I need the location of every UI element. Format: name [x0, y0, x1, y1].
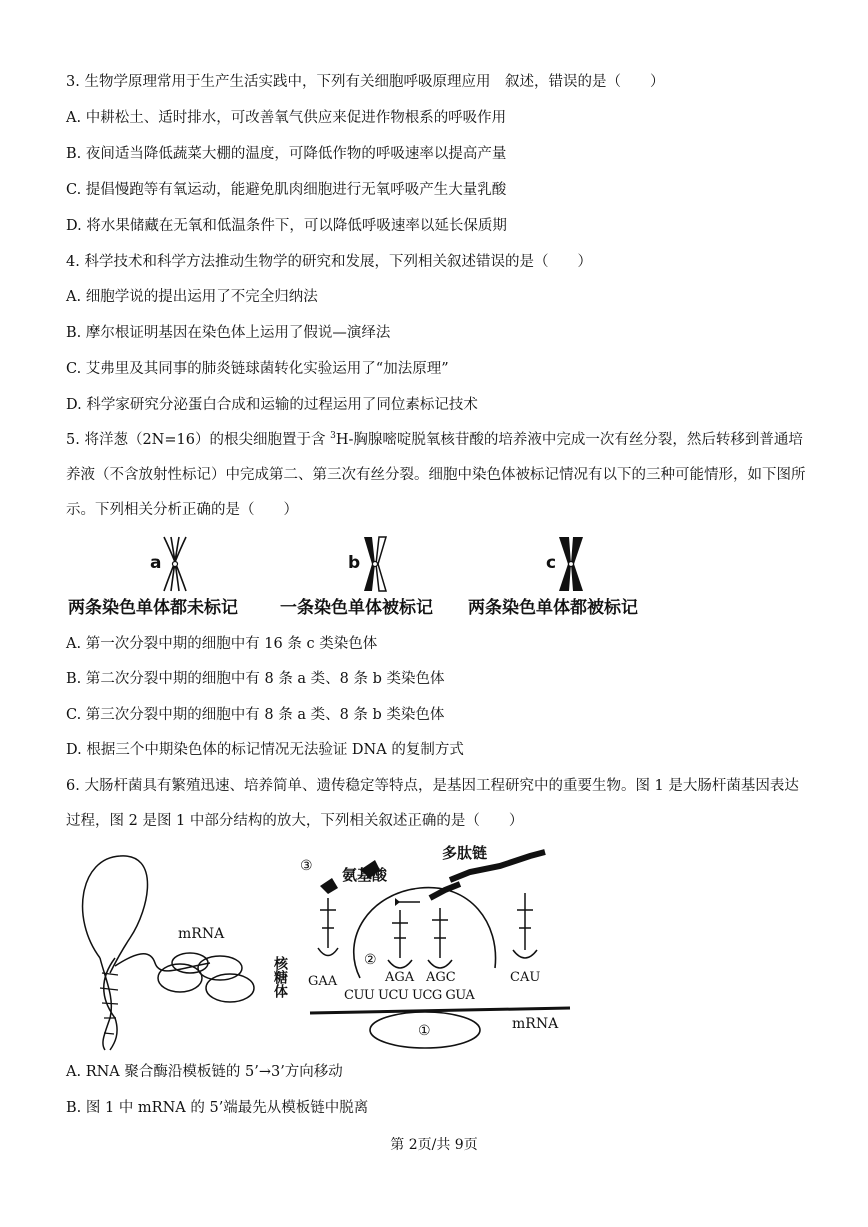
q5-stem: 5. 将洋葱（2N=16）的根尖细胞置于含 $^3$H-胸腺嘧啶脱氧核苷酸的培养液中完成一次有丝分裂，然后转移到普通培养液（不含放射性标记）中完成第二、第三次有丝分裂。细胞中染色体被标记情况有以下的三种可能情形，如下图所示。下列相关分析正确的是（ ） [66, 431, 806, 518]
figure2-mark-2: ② [364, 952, 377, 968]
figure2-anticodon-3: AGC [426, 970, 456, 985]
chromosome-label-b: b [348, 553, 361, 573]
figure2-mrna-label: mRNA [512, 1016, 559, 1032]
figure2-amino-acid-label: 氨基酸 [342, 866, 388, 884]
figure2-mrna-sequence: CUU UCU UCG GUA [344, 988, 475, 1003]
q5-option-b: B. 第二次分裂中期的细胞中有 8 条 a 类、8 条 b 类染色体 [66, 671, 445, 687]
q3-option-c: C. 提倡慢跑等有氧运动，能避免肌肉细胞进行无氧呼吸产生大量乳酸 [66, 182, 507, 198]
figure2-mark-3: ③ [300, 858, 313, 874]
q3-option-a: A. 中耕松土、适时排水，可改善氧气供应来促进作物根系的呼吸作用 [66, 110, 507, 126]
q3-option-d: D. 将水果储藏在无氧和低温条件下，可以降低呼吸速率以延长保质期 [66, 218, 507, 234]
q4-option-a: A. 细胞学说的提出运用了不完全归纳法 [66, 289, 318, 305]
q5-option-d: D. 根据三个中期染色体的标记情况无法验证 DNA 的复制方式 [66, 742, 464, 758]
figure1-transcription-translation [60, 838, 290, 1053]
figure2-mark-1: ① [418, 1023, 431, 1039]
q3-stem: 3. 生物学原理常用于生产生活实践中，下列有关细胞呼吸原理应用 叙述，错误的是（ ） [66, 74, 665, 90]
chromosome-a-unlabeled [160, 535, 190, 593]
chromosome-label-c: c [546, 553, 557, 573]
q4-option-b: B. 摩尔根证明基因在染色体上运用了假说—演绎法 [66, 325, 391, 341]
figure2-anticodon-4: CAU [510, 970, 541, 985]
chromosome-b-half-labeled [360, 535, 390, 593]
chromosome-figure [60, 535, 680, 625]
figure1-ribosome-label: 核糖体 [272, 956, 288, 998]
figure2-anticodon-1: GAA [308, 974, 338, 989]
chromosome-caption-b: 一条染色单体被标记 [280, 598, 433, 618]
q6-option-a: A. RNA 聚合酶沿模板链的 5’→3’方向移动 [66, 1064, 343, 1080]
q6-stem: 6. 大肠杆菌具有繁殖迅速、培养简单、遗传稳定等特点，是基因工程研究中的重要生物。图 1 是大肠杆菌基因表达过程，图 2 是图 1 中部分结构的放大，下列相关叙述正确的是（ ） [66, 778, 799, 829]
chromosome-c-fully-labeled [556, 535, 586, 593]
figure1-mrna-label: mRNA [178, 926, 225, 942]
q6-option-b: B. 图 1 中 mRNA 的 5’端最先从模板链中脱离 [66, 1100, 369, 1116]
page-footer: 第 2页/共 9页 [390, 1137, 478, 1153]
q4-option-c: C. 艾弗里及其同事的肺炎链球菌转化实验运用了“加法原理” [66, 361, 449, 377]
q4-stem: 4. 科学技术和科学方法推动生物学的研究和发展，下列相关叙述错误的是（ ） [66, 254, 592, 270]
q5-option-c: C. 第三次分裂中期的细胞中有 8 条 a 类、8 条 b 类染色体 [66, 707, 445, 723]
gene-expression-figure [60, 838, 580, 1053]
q3-option-b: B. 夜间适当降低蔬菜大棚的温度，可降低作物的呼吸速率以提高产量 [66, 146, 507, 162]
figure2-anticodon-2: AGA [385, 970, 415, 985]
figure2-polypeptide-label: 多肽链 [442, 844, 488, 862]
chromosome-label-a: a [150, 553, 162, 573]
chromosome-caption-c: 两条染色单体都被标记 [468, 598, 638, 618]
q4-option-d: D. 科学家研究分泌蛋白合成和运输的过程运用了同位素标记技术 [66, 397, 478, 413]
chromosome-caption-a: 两条染色单体都未标记 [68, 598, 238, 618]
q5-option-a: A. 第一次分裂中期的细胞中有 16 条 c 类染色体 [66, 636, 378, 652]
